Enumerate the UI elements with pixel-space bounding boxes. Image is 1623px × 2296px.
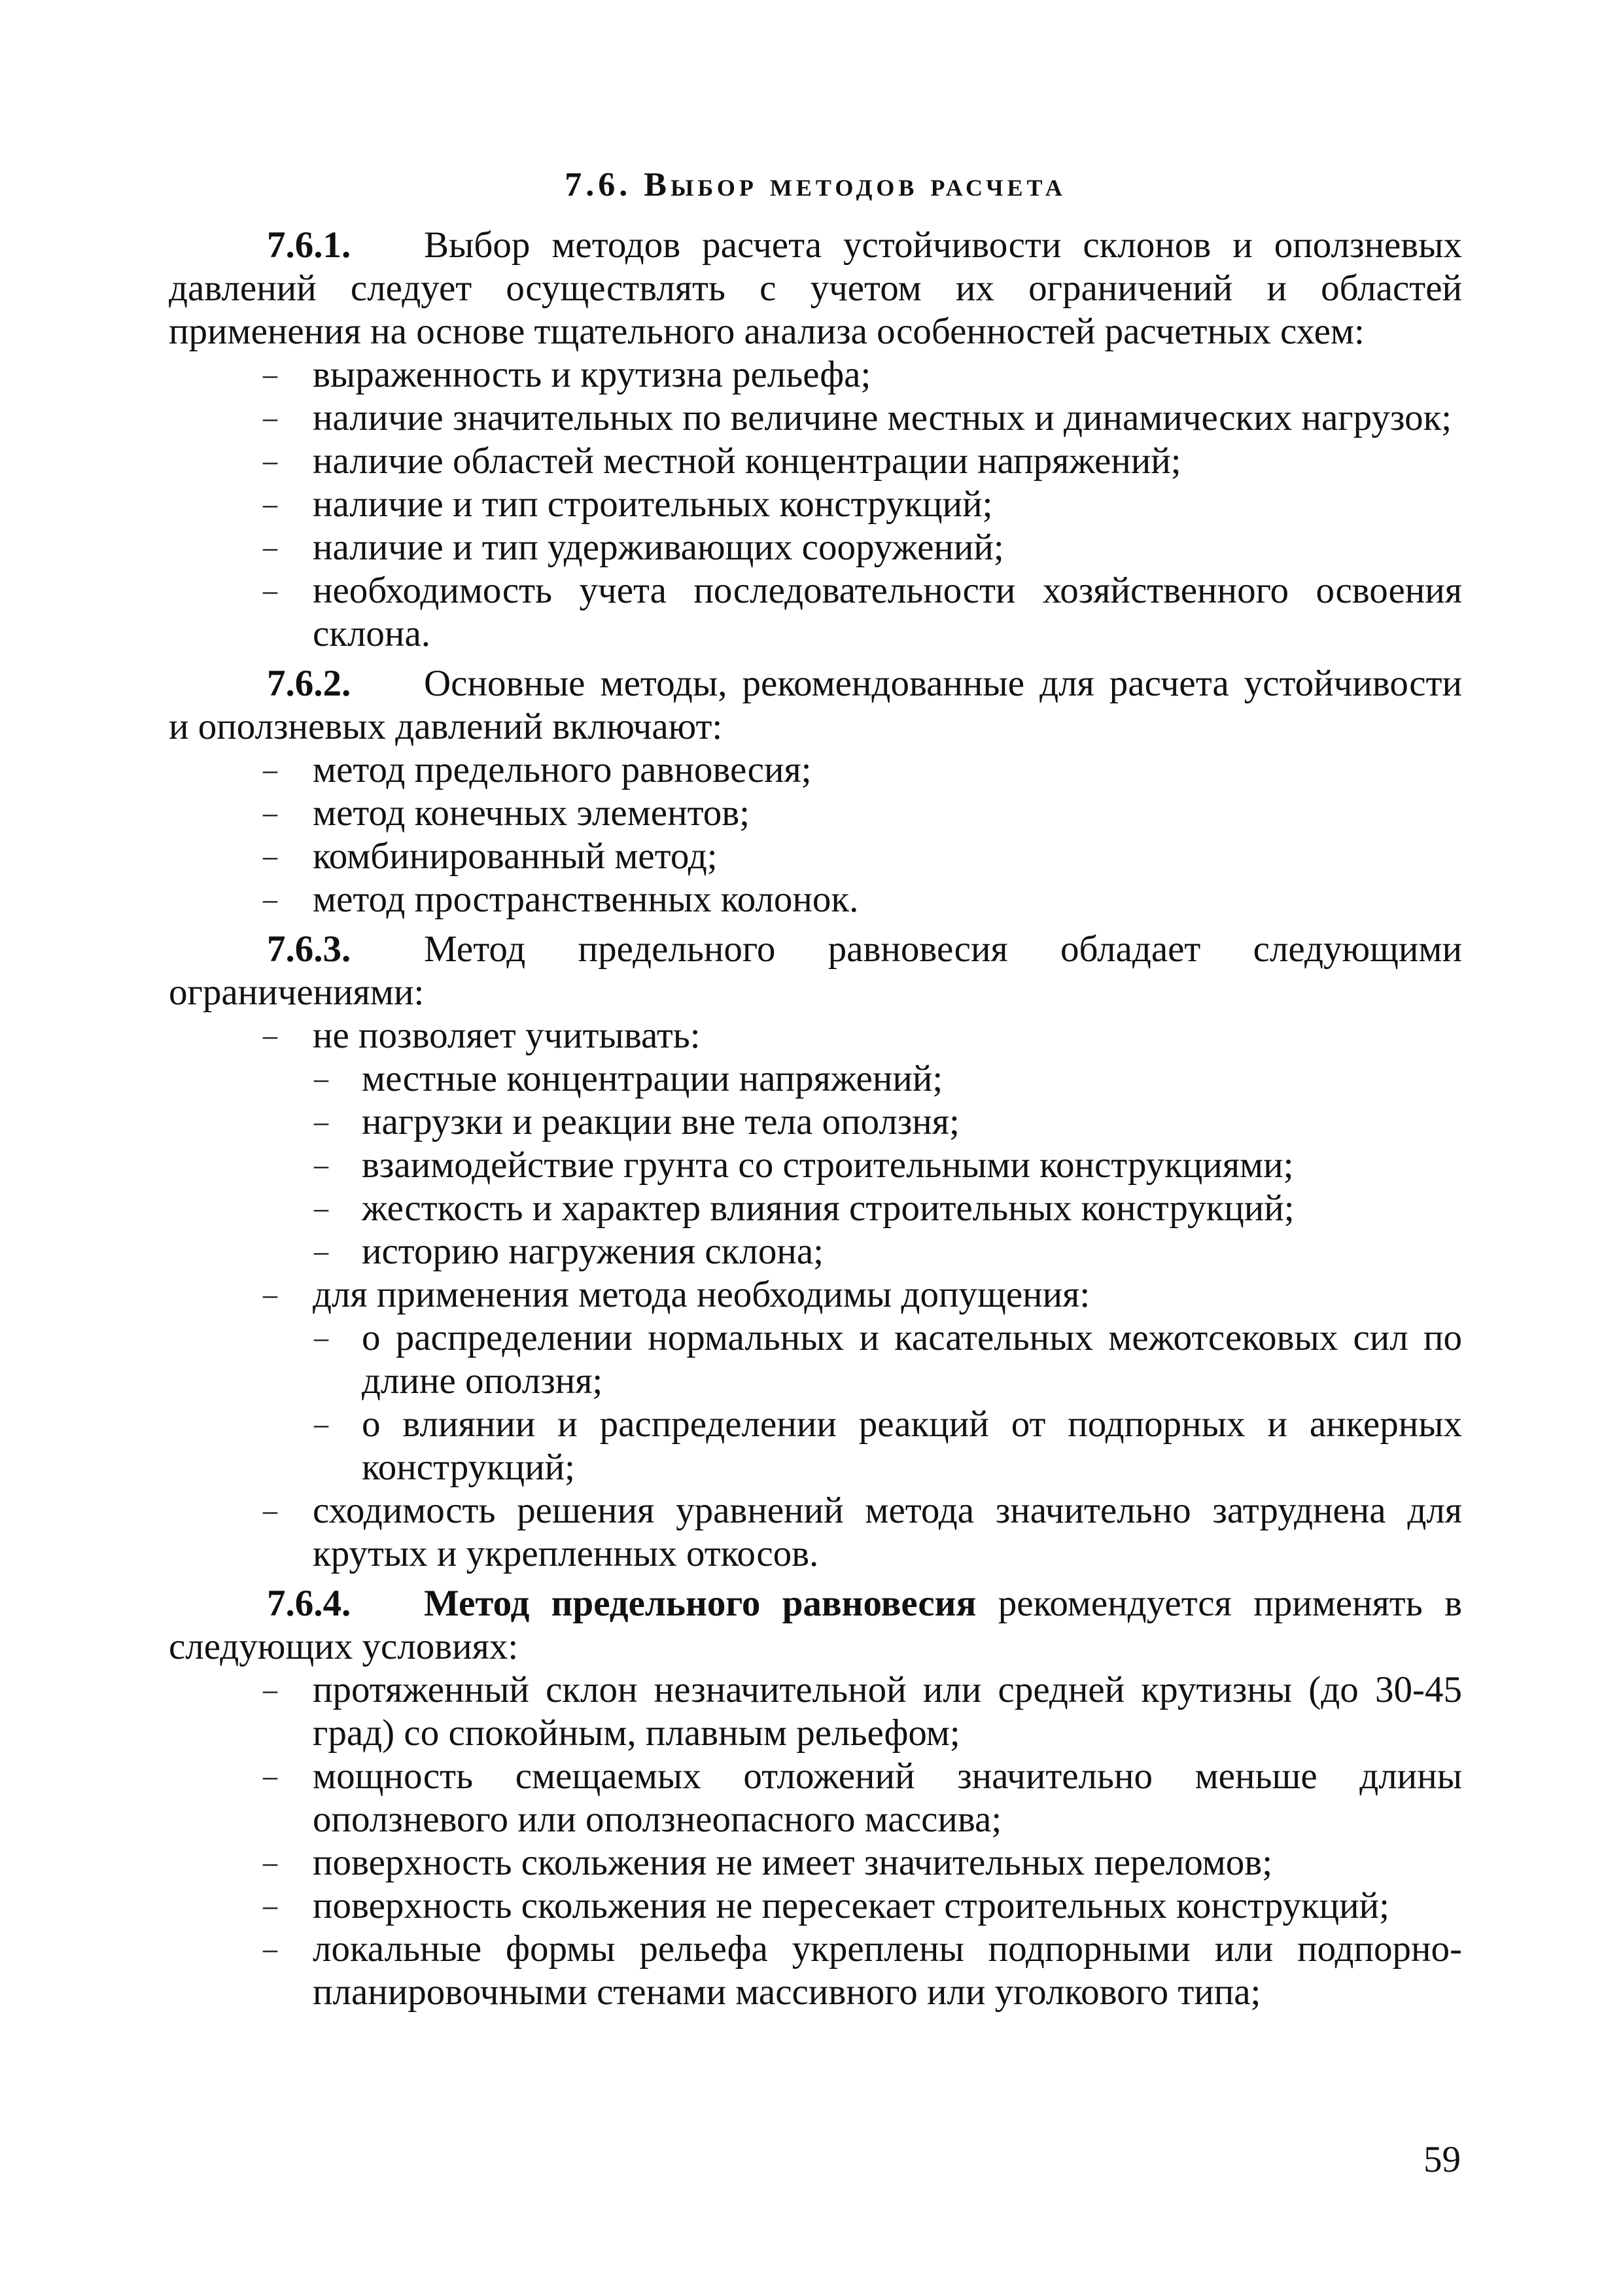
bold-term: Метод предельного равновесия: [424, 1583, 977, 1624]
sub-list-item: – о распределении нормальных и касательных межотсековых сил по длине оползня;: [362, 1316, 1462, 1403]
list-7-6-2: [169, 749, 1462, 921]
paragraph-7-6-1: [169, 224, 1462, 353]
list-item: – локальные формы рельефа укреплены подпорными или подпорно-планировочными стенами массивного или уголкового типа;: [313, 1928, 1462, 2014]
sub-list-item: – взаимодействие грунта со строительными конструкциями;: [362, 1144, 1462, 1187]
list-item: – протяженный склон незначительной или средней крутизны (до 30-45 град) со спокойным, плавным рельефом;: [313, 1669, 1462, 1755]
sub-list: [313, 1316, 1462, 1489]
section-heading: 7.6. Выбор методов расчета: [565, 166, 1066, 203]
sub-list-item: – нагрузки и реакции вне тела оползня;: [362, 1101, 1462, 1144]
text-body: [169, 164, 1462, 2014]
paragraph-text: Выбор методов расчета устойчивости склонов и оползневых давлений следует осуществлять с учетом их ограничений и областей применения на основе тщательного анализа особенностей расчетных схем:: [169, 224, 1462, 352]
list-item: – метод пространственных колонок.: [313, 878, 1462, 921]
page-number: 59: [1423, 2139, 1461, 2180]
list-item: – поверхность скольжения не пересекает строительных конструкций;: [313, 1884, 1462, 1928]
list-item: – выраженность и крутизна рельефа;: [313, 353, 1462, 397]
list-item: [313, 1014, 1462, 1273]
paragraph-7-6-3: [169, 928, 1462, 1014]
list-item: – метод предельного равновесия;: [313, 749, 1462, 792]
list-item: – метод конечных элементов;: [313, 792, 1462, 835]
list-item: – наличие значительных по величине местных и динамических нагрузок;: [313, 397, 1462, 440]
sub-list-item: – о влиянии и распределении реакций от подпорных и анкерных конструкций;: [362, 1403, 1462, 1489]
list-item-text: не позволяет учитывать:: [313, 1015, 701, 1056]
list-7-6-4: [169, 1669, 1462, 2014]
paragraph-text: Основные методы, рекомендованные для расчета устойчивости и оползневых давлений включают:: [169, 663, 1462, 747]
paragraph-7-6-2: [169, 662, 1462, 749]
list-7-6-3: [169, 1014, 1462, 1576]
sub-list-item: – жесткость и характер влияния строительных конструкций;: [362, 1187, 1462, 1230]
list-item: – комбинированный метод;: [313, 835, 1462, 878]
list-item: [313, 1273, 1462, 1489]
list-item: – наличие и тип удерживающих сооружений;: [313, 526, 1462, 569]
section-number: 7.6.2.: [267, 663, 351, 704]
list-item: – мощность смещаемых отложений значительно меньше длины оползневого или оползнеопасного массива;: [313, 1755, 1462, 1841]
sub-list-item: – местные концентрации напряжений;: [362, 1057, 1462, 1101]
sub-list: [313, 1057, 1462, 1273]
list-item: – наличие областей местной концентрации напряжений;: [313, 440, 1462, 483]
paragraph-text: рекомендуется применять в следующих условиях:: [169, 1583, 1462, 1667]
list-7-6-1: [169, 353, 1462, 656]
list-item: – сходимость решения уравнений метода значительно затруднена для крутых и укрепленных откосов.: [313, 1489, 1462, 1576]
section-number: 7.6.1.: [267, 224, 351, 266]
sub-list-item: – историю нагружения склона;: [362, 1230, 1462, 1273]
list-item: – необходимость учета последовательности хозяйственного освоения склона.: [313, 569, 1462, 656]
paragraph-text: Метод предельного равновесия обладает следующими ограничениями:: [169, 928, 1462, 1013]
list-item-text: для применения метода необходимы допущения:: [313, 1274, 1091, 1315]
paragraph-7-6-4: [169, 1582, 1462, 1669]
section-number: 7.6.3.: [267, 928, 351, 970]
list-item: – наличие и тип строительных конструкций;: [313, 483, 1462, 526]
section-number: 7.6.4.: [267, 1583, 351, 1624]
list-item: – поверхность скольжения не имеет значительных переломов;: [313, 1841, 1462, 1884]
